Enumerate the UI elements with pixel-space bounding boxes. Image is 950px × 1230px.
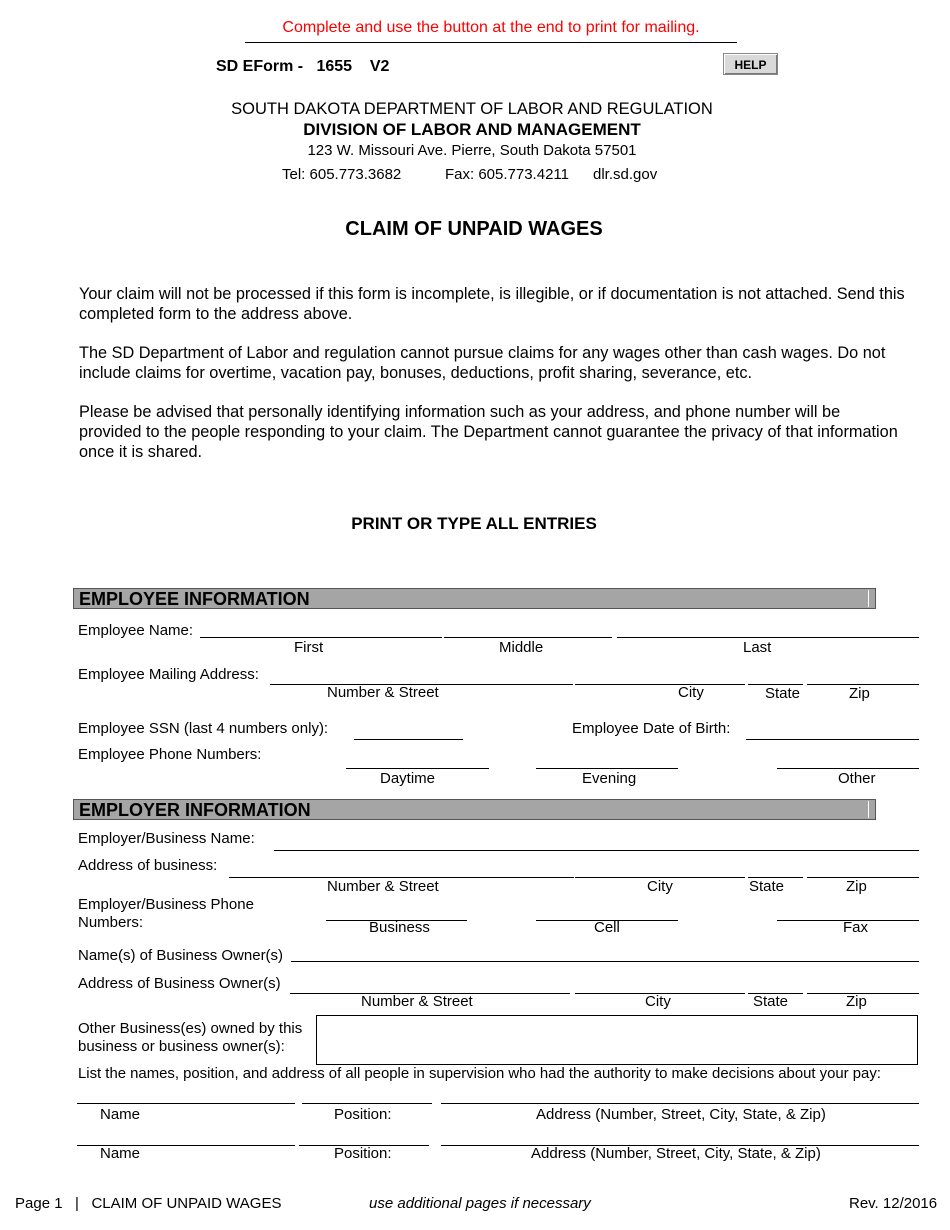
business-owners-field[interactable] — [291, 961, 919, 962]
owner-city-caption: City — [645, 993, 671, 1010]
employee-phone-label: Employee Phone Numbers: — [78, 746, 262, 763]
supervisor-1-position-caption: Position: — [334, 1106, 392, 1123]
employee-last-name-field[interactable] — [617, 637, 919, 638]
department-fax: Fax: 605.773.4211 — [445, 166, 569, 183]
other-businesses-textarea[interactable] — [316, 1015, 918, 1065]
employee-city-caption: City — [678, 684, 704, 701]
employee-other-phone-field[interactable] — [777, 768, 919, 769]
paragraph-cash-wages: The SD Department of Labor and regulation cannot pursue claims for any wages other than cash wages. Do not include claims for overtime, vacation pay, bonuses, deductions, profit sharing, severance, etc. — [79, 344, 886, 382]
business-caption: Business — [369, 919, 430, 936]
department-website: dlr.sd.gov — [593, 166, 658, 183]
business-city-caption: City — [647, 878, 673, 895]
supervisor-2-address-caption: Address (Number, Street, City, State, & Zip) — [531, 1145, 821, 1162]
footer-note: use additional pages if necessary — [369, 1195, 591, 1212]
fax-caption: Fax — [843, 919, 869, 936]
business-address-label: Address of business: — [78, 857, 218, 874]
department-tel: Tel: 605.773.3682 — [282, 166, 402, 183]
other-business-label: Other Business(es) owned by this — [78, 1020, 303, 1037]
employee-evening-phone-field[interactable] — [536, 768, 678, 769]
employer-name-field[interactable] — [274, 850, 919, 851]
employee-city-field[interactable] — [575, 684, 745, 685]
owner-address-label: Address of Business Owner(s) — [78, 975, 281, 992]
supervisor-1-name-caption: Name — [100, 1106, 141, 1123]
supervisor-2-name-caption: Name — [100, 1145, 141, 1162]
supervisor-1-address-field[interactable] — [441, 1103, 919, 1104]
employee-ssn-label: Employee SSN (last 4 numbers only): — [78, 720, 329, 737]
form-version: V2 — [369, 58, 390, 75]
employee-section-header: EMPLOYEE INFORMATION — [73, 588, 876, 609]
department-address: 123 W. Missouri Ave. Pierre, South Dakota 57501 — [307, 142, 637, 159]
employee-state-caption: State — [765, 685, 801, 702]
last-name-caption: Last — [743, 639, 772, 656]
employee-ssn-field[interactable] — [354, 739, 463, 740]
supervisor-1-name-field[interactable] — [77, 1103, 295, 1104]
business-zip-caption: Zip — [846, 878, 867, 895]
supervisor-1-position-field[interactable] — [302, 1103, 432, 1104]
employee-address-label: Employee Mailing Address: — [78, 666, 259, 683]
paragraph-privacy: Please be advised that personally identifying information such as your address, and phone number will be provided to the people responding to your claim. The Department cannot guarantee the privacy of that information once it is shared. — [79, 403, 898, 461]
cell-caption: Cell — [594, 919, 620, 936]
supervisors-instructions: List the names, position, and address of all people in supervision who had the authority to make decisions about your pay: — [78, 1066, 881, 1082]
employee-dob-label: Employee Date of Birth: — [572, 720, 731, 737]
form-id-label: SD EForm - — [216, 58, 304, 75]
owner-state-caption: State — [753, 993, 789, 1010]
business-street-caption: Number & Street — [327, 878, 439, 895]
employee-first-name-field[interactable] — [200, 637, 442, 638]
evening-caption: Evening — [582, 770, 637, 787]
business-owners-label: Name(s) of Business Owner(s) — [78, 947, 284, 964]
employee-dob-field[interactable] — [746, 739, 919, 740]
paragraph-incomplete-warning: Your claim will not be processed if this form is incomplete, is illegible, or if documentation is not attached. Send this completed form to the address above. — [79, 285, 905, 323]
supervisor-1-address-caption: Address (Number, Street, City, State, & Zip) — [536, 1106, 826, 1123]
print-notice: Complete and use the button at the end to print for mailing. — [282, 19, 700, 36]
form-id — [216, 58, 389, 76]
first-name-caption: First — [294, 639, 324, 656]
employee-street-caption: Number & Street — [327, 684, 439, 701]
business-phone-label-2: Numbers: — [78, 914, 144, 931]
business-state-caption: State — [749, 878, 785, 895]
division-name: DIVISION OF LABOR AND MANAGEMENT — [303, 120, 641, 139]
employee-middle-name-field[interactable] — [444, 637, 612, 638]
middle-name-caption: Middle — [499, 639, 544, 656]
daytime-caption: Daytime — [380, 770, 436, 787]
business-phone-label: Employer/Business Phone — [78, 896, 254, 913]
employee-zip-caption: Zip — [849, 685, 870, 702]
form-title: CLAIM OF UNPAID WAGES — [345, 218, 603, 240]
help-button[interactable]: HELP — [723, 53, 778, 75]
print-heading: PRINT OR TYPE ALL ENTRIES — [351, 514, 597, 533]
employee-daytime-phone-field[interactable] — [346, 768, 489, 769]
form-number: 1655 — [316, 58, 353, 75]
employer-name-label: Employer/Business Name: — [78, 830, 255, 847]
employer-section-header: EMPLOYER INFORMATION — [73, 799, 876, 820]
supervisor-2-position-caption: Position: — [334, 1145, 392, 1162]
owner-street-caption: Number & Street — [361, 993, 473, 1010]
other-business-label-2: business or business owner(s): — [78, 1038, 285, 1055]
notice-underline — [245, 42, 737, 43]
department-name: SOUTH DAKOTA DEPARTMENT OF LABOR AND REGULATION — [231, 100, 713, 118]
owner-zip-caption: Zip — [846, 993, 867, 1010]
employee-name-label: Employee Name: — [78, 622, 194, 639]
footer-page-label: Page 1 | CLAIM OF UNPAID WAGES — [15, 1195, 282, 1212]
footer-revision: Rev. 12/2016 — [849, 1195, 938, 1212]
other-caption: Other — [838, 770, 876, 787]
